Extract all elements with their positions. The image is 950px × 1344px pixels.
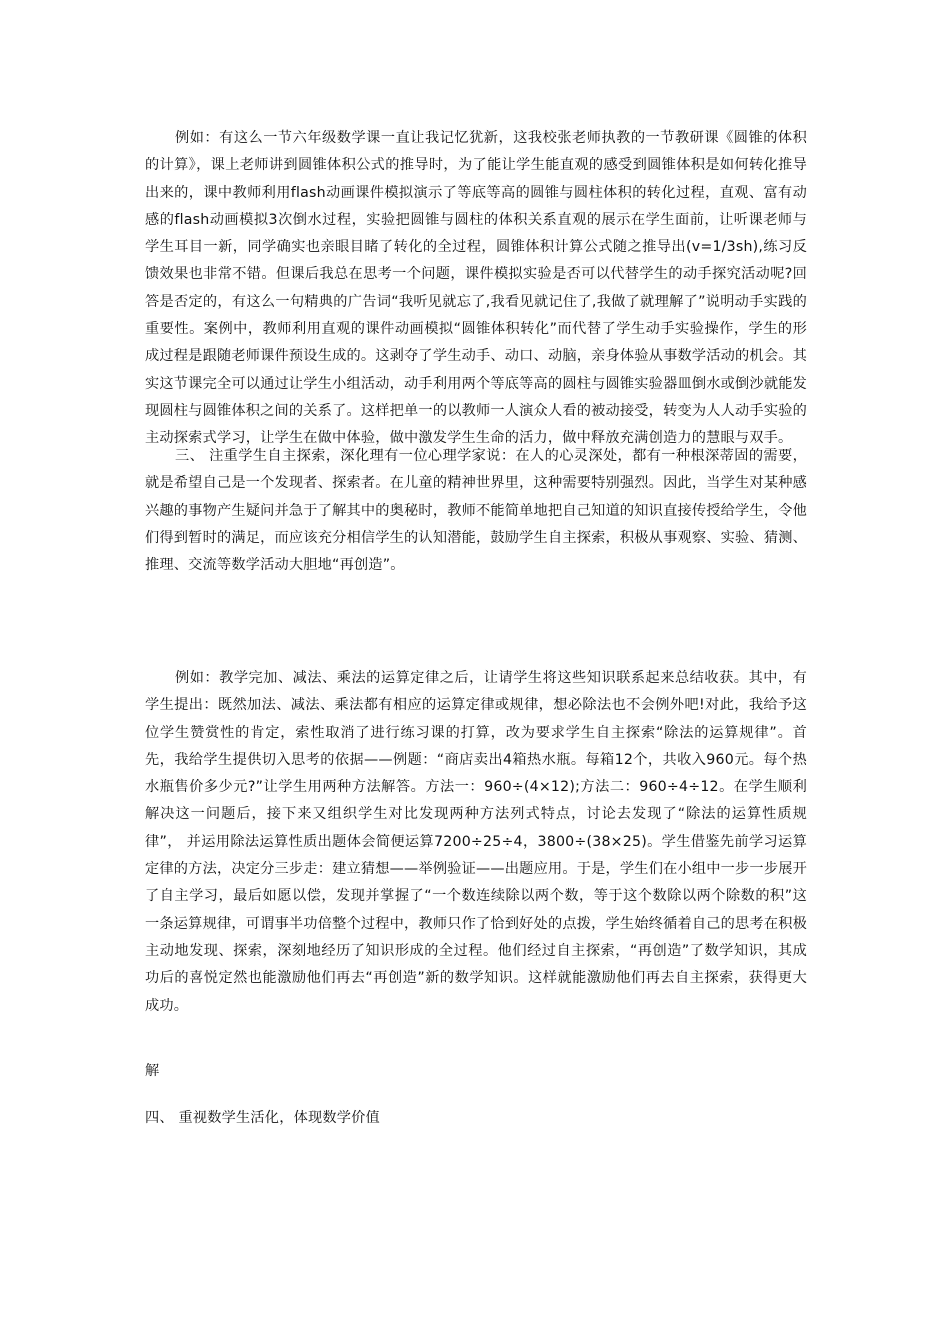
paragraph-division-rule-example: 例如：教学完加、减法、乘法的运算定律之后，让请学生将这些知识联系起来总结收获。其中，有学生提出：既然加法、减法、乘法都有相应的运算定律或规律，想必除法也不会例外吧!对此，我给予这位学生赞赏性的肯定，索性取消了进行练习课的打算，改为要求学生自主探索“除法的运算规律”。首先，我给学生提供切入思考的依据——例题：“商店卖出4箱热水瓶。每箱12个，共收入960元。每个热水瓶售价多少元?”让学生用两种方法解答。方法一：960÷(4×12);方法二：960÷4÷12。在学生顺利解决这一问题后，接下来又组织学生对比发现两种方法列式特点，讨论去发现了“除法的运算性质规律”， 并运用除法运算性质出题体会简便运算7200÷25÷4，3800÷(38×25)。学生借鉴先前学习运算定律的方法，决定分三步走：建立猜想——举例验证——出题应用。于是，学生们在小组中一步一步展开了自主学习，最后如愿以偿，发现并掌握了“一个数连续除以两个数，等于这个数除以两个除数的积”这一条运算规律，可谓事半功倍整个过程中，教师只作了恰到好处的点拨，学生始终循着自己的思考在积极主动地发现、探索，深刻地经历了知识形成的全过程。他们经过自主探索，“再创造”了数学知识，其成功后的喜悦定然也能激励他们再去“再创造”新的数学知识。这样就能激励他们再去自主探索，获得更大成功。 — [145, 670, 807, 1014]
paragraph-jie: 解 — [145, 1063, 160, 1079]
paragraph-cone-volume-example: 例如：有这么一节六年级数学课一直让我记忆犹新，这我校张老师执教的一节教研课《圆锥的体积的计算》，课上老师讲到圆锥体积公式的推导时，为了能让学生能直观的感受到圆锥体积是如何转化推导出来的，课中教师利用flash动画课件模拟演示了等底等高的圆锥与圆柱体积的转化过程，直观、富有动感的flash动画模拟3次倒水过程，实验把圆锥与圆柱的体积关系直观的展示在学生面前，让听课老师与学生耳目一新，同学确实也亲眼目睹了转化的全过程，圆锥体积计算公式随之推导出(v=1/3sh),练习反馈效果也非常不错。但课后我总在思考一个问题，课件模拟实验是否可以代替学生的动手探究活动呢?回答是否定的，有这么一句精典的广告词“我听见就忘了,我看见就记住了,我做了就理解了”说明动手实践的重要性。案例中，教师利用直观的课件动画模拟“圆锥体积转化”而代替了学生动手实验操作，学生的形成过程是跟随老师课件预设生成的。这剥夺了学生动手、动口、动脑，亲身体验从事数学活动的机会。其实这节课完全可以通过让学生小组活动，动手利用两个等底等高的圆柱与圆锥实验器皿倒水或倒沙就能发现圆柱与圆锥体积之间的关系了。这样把单一的以教师一人演众人看的被动接受，转变为人人动手实验的主动探索式学习，让学生在做中体验，做中激发学生生命的活力，做中释放充满创造力的慧眼与双手。 — [145, 130, 807, 447]
paragraph-section-three: 三、 注重学生自主探索，深化理有一位心理学家说：在人的心灵深处，都有一种根深蒂固的需要，就是希望自己是一个发现者、探索者。在儿童的精神世界里，这种需要特别强烈。因此，当学生对某种感兴趣的事物产生疑问并急于了解其中的奥秘时，教师不能简单地把自己知道的知识直接传授给学生，令他们得到暂时的满足，而应该充分相信学生的认知潜能，鼓励学生自主探索，积极从事观察、实验、猜测、推理、交流等数学活动大胆地“再创造”。 — [145, 448, 807, 574]
section-four-heading: 四、 重视数学生活化，体现数学价值 — [145, 1110, 380, 1126]
